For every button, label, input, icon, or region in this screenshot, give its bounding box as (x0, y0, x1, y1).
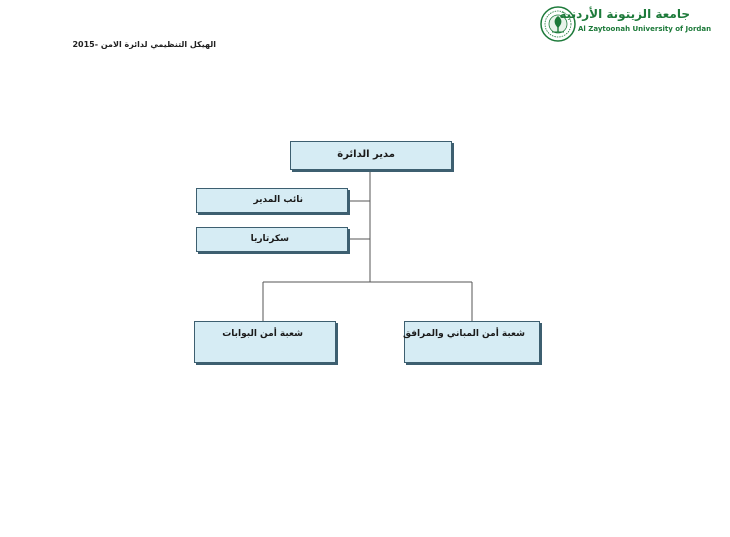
document-title: الهيكل التنظيمي لدائرة الامن -2015 (72, 40, 216, 49)
deputy-manager-box: نائب المدير (196, 188, 348, 213)
secretariat-box: سكرتاريا (196, 227, 348, 252)
department-manager-box: مدير الدائرة (290, 141, 452, 170)
gates-security-section-box: شعبة أمن البوابات (194, 321, 336, 363)
university-name-en: Al Zaytoonah University of Jordan (578, 25, 712, 33)
university-name-ar: جامعة الزيتونة الأردنية (559, 7, 690, 21)
buildings-security-section-box: شعبة أمن المباني والمرافق (404, 321, 540, 363)
